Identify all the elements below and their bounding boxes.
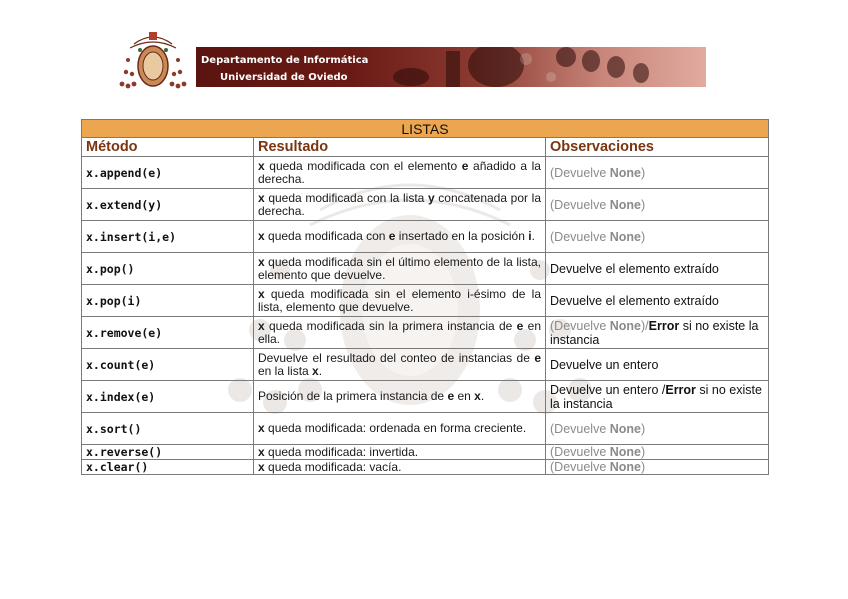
result-cell: Devuelve el resultado del conteo de instancias de e en la lista x.: [254, 349, 546, 381]
table-title-row: [82, 120, 769, 138]
table-header-row: [82, 138, 769, 157]
result-cell: x queda modificada sin el último elemento de la lista, elemento que devuelve.: [254, 253, 546, 285]
method-cell: x.insert(i,e): [82, 221, 254, 253]
result-cell: x queda modificada sin la primera instancia de e en ella.: [254, 317, 546, 349]
observation-cell: Devuelve un entero /Error si no existe la instancia: [546, 381, 769, 413]
column-header-observations: Observaciones: [546, 138, 769, 157]
result-cell: x queda modificada sin el elemento i-ésimo de la lista, elemento que devuelve.: [254, 285, 546, 317]
method-cell: x.index(e): [82, 381, 254, 413]
result-cell: Posición de la primera instancia de e en x.: [254, 381, 546, 413]
observation-cell: (Devuelve None): [546, 413, 769, 445]
table-row: [82, 189, 769, 221]
observation-cell: (Devuelve None): [546, 157, 769, 189]
lists-methods-table: [81, 119, 769, 475]
table-row: [82, 157, 769, 189]
method-cell: x.count(e): [82, 349, 254, 381]
result-cell: x queda modificada con e insertado en la posición i.: [254, 221, 546, 253]
method-cell: x.append(e): [82, 157, 254, 189]
department-banner: [196, 47, 706, 87]
method-cell: x.extend(y): [82, 189, 254, 221]
table-row: [82, 253, 769, 285]
method-cell: x.pop(i): [82, 285, 254, 317]
observation-cell: Devuelve un entero: [546, 349, 769, 381]
table-row: [82, 381, 769, 413]
result-cell: x queda modificada con el elemento e añadido a la derecha.: [254, 157, 546, 189]
observation-cell: Devuelve el elemento extraído: [546, 253, 769, 285]
result-cell: x queda modificada: invertida.: [254, 445, 546, 460]
method-cell: x.pop(): [82, 253, 254, 285]
table-row: [82, 317, 769, 349]
result-cell: x queda modificada con la lista y concatenada por la derecha.: [254, 189, 546, 221]
observation-cell: (Devuelve None): [546, 460, 769, 475]
observation-cell: (Devuelve None)/Error si no existe la instancia: [546, 317, 769, 349]
result-cell: x queda modificada: ordenada en forma creciente.: [254, 413, 546, 445]
observation-cell: Devuelve el elemento extraído: [546, 285, 769, 317]
department-name: Departamento de Informática: [201, 55, 369, 66]
table-row: [82, 460, 769, 475]
observation-cell: (Devuelve None): [546, 445, 769, 460]
result-cell: x queda modificada: vacía.: [254, 460, 546, 475]
observation-cell: (Devuelve None): [546, 221, 769, 253]
method-cell: x.sort(): [82, 413, 254, 445]
table-row: [82, 285, 769, 317]
table-title: LISTAS: [82, 120, 769, 138]
column-header-result: Resultado: [254, 138, 546, 157]
table-row: [82, 221, 769, 253]
university-name: Universidad de Oviedo: [220, 72, 348, 83]
table-row: [82, 349, 769, 381]
table-row: [82, 445, 769, 460]
observation-cell: (Devuelve None): [546, 189, 769, 221]
column-header-method: Método: [82, 138, 254, 157]
method-cell: x.clear(): [82, 460, 254, 475]
university-crest-logo: [112, 28, 194, 94]
method-cell: x.remove(e): [82, 317, 254, 349]
table-row: [82, 413, 769, 445]
method-cell: x.reverse(): [82, 445, 254, 460]
